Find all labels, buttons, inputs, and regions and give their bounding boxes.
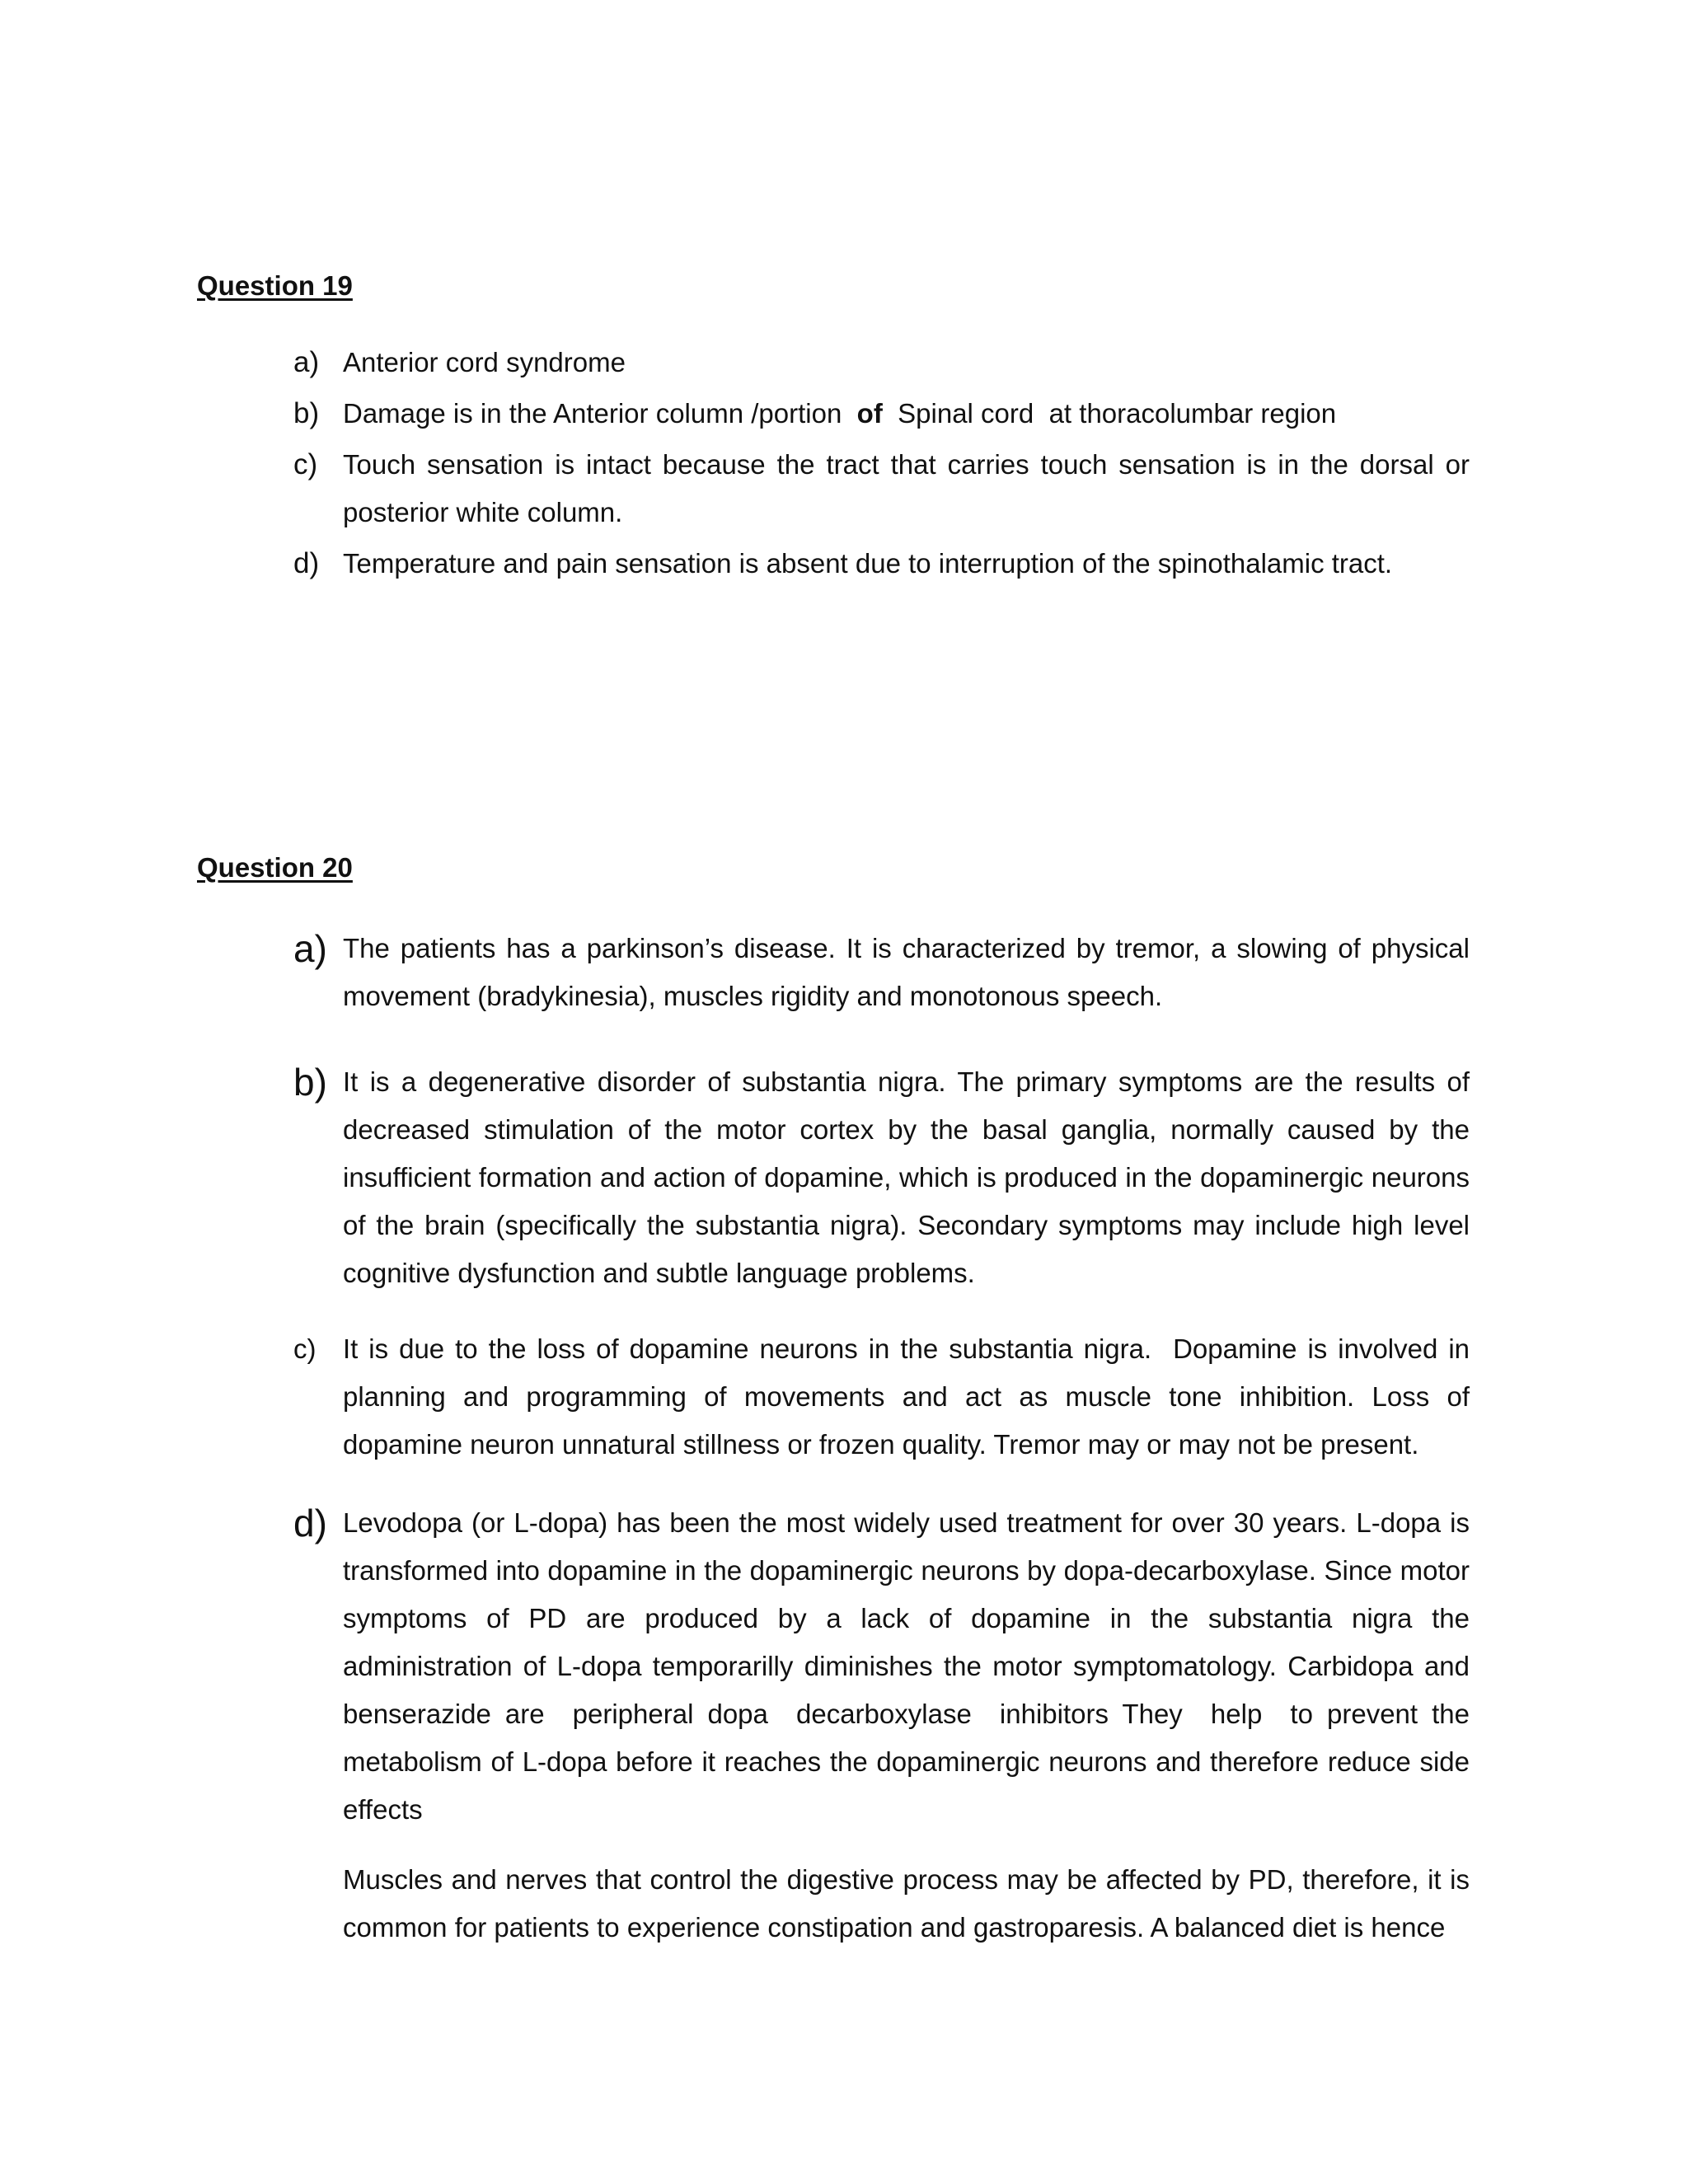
list-marker: c) (293, 448, 318, 480)
answer-text: Touch sensation is intact because the tract that carries touch sensation is in the dorsal or posterior white column. (343, 449, 1478, 527)
q20-answer-d (293, 1499, 1478, 1834)
answer-text-part: Spinal cord at thoracolumbar region (882, 398, 1337, 429)
list-marker: a) (293, 346, 320, 378)
q19-answer-d (293, 540, 1470, 588)
answer-text: It is a degenerative disorder of substantia nigra. The primary symptoms are the results of decreased stimulation of the motor cortex by the basal ganglia, normally caused by the insufficient formation and action of dopamine, which is produced in the dopaminergic neurons of the brain (specifically the substantia nigra). Secondary symptoms may include high level cognitive dysfunction and subtle language problems. (343, 1066, 1478, 1288)
q20-answer-a (293, 925, 1478, 1020)
question-20-heading: Question 20 (197, 852, 353, 883)
answer-text-part: Damage is in the Anterior column /portion (343, 398, 857, 429)
q20-extra-paragraph: Muscles and nerves that control the digestive process may be affected by PD, therefore, it is common for patients to experience constipation and gastroparesis. A balanced diet is hence (343, 1864, 1470, 1943)
answer-text: The patients has a parkinson’s disease. It is characterized by tremor, a slowing of physical movement (bradykinesia), muscles rigidity and monotonous speech. (343, 933, 1478, 1011)
answer-text (343, 390, 1470, 438)
q19-answer-c (293, 441, 1478, 537)
list-marker: a) (293, 927, 327, 970)
list-marker: b) (293, 397, 320, 429)
list-marker: c) (293, 1333, 316, 1364)
answer-text: It is due to the loss of dopamine neurons in the substantia nigra. Dopamine is involved in planning and programming of movements and act as muscle tone inhibition. Loss of dopamine neuron unnatural stillness or frozen quality. Tremor may or may not be present. (343, 1333, 1478, 1460)
answer-text: Anterior cord syndrome (343, 347, 626, 377)
q20-answer-b (293, 1058, 1478, 1297)
q19-answer-a (293, 339, 1470, 387)
answer-text-bold: of (856, 398, 883, 429)
answer-text: Levodopa (or L-dopa) has been the most widely used treatment for over 30 years. L-dopa is transformed into dopamine in the dopaminergic neurons by dopa-decarboxylase. Since motor symptoms of PD are produced by a lack of dopamine in the substantia nigra the administration of L-dopa temporarilly diminishes the motor symptomatology. Carbidopa and benserazide are peripheral dopa decarboxylase inhibitors They help to prevent the metabolism of L-dopa before it reaches the dopaminergic neurons and therefore reduce side effects (343, 1507, 1478, 1825)
q19-answer-b (293, 390, 1470, 438)
list-marker: b) (293, 1061, 327, 1104)
answer-text: Temperature and pain sensation is absent due to interruption of the spinothalamic tract. (343, 548, 1393, 579)
list-marker: d) (293, 1502, 327, 1544)
q20-answer-c (293, 1325, 1478, 1469)
list-marker: d) (293, 547, 320, 579)
question-19-heading: Question 19 (197, 270, 353, 301)
